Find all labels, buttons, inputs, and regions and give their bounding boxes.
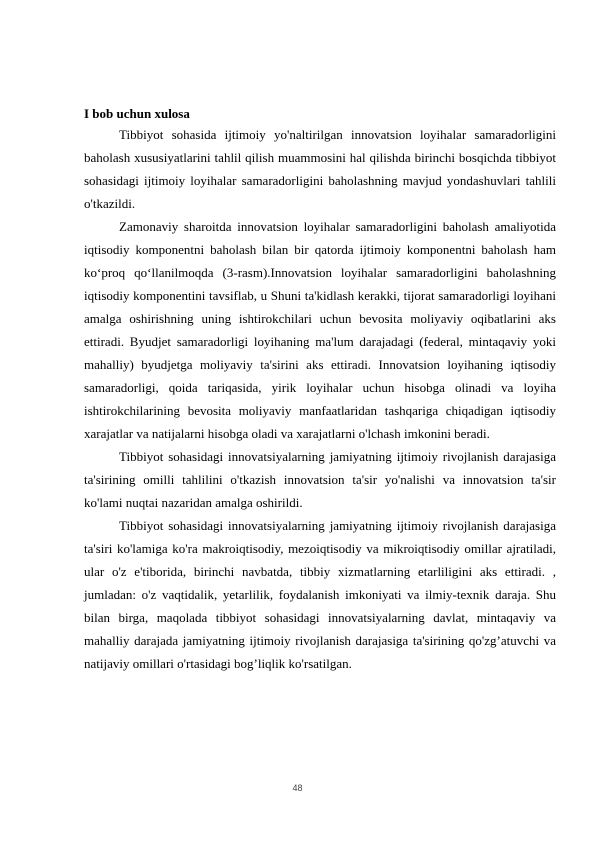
paragraph-2: Zamonaviy sharoitda innovatsion loyihalar samaradorligini baholash amaliyotida iqtisodiy komponentni baholash bilan bir qatorda ijtimoiy komponentni baholash ham ko‘proq qo‘llanilmoqda (3-rasm).Innovatsion loyihalar samaradorligini baholashning iqtisodiy komponentini tavsiflab, u Shuni ta'kidlash kerakki, tijorat samaradorligi loyihani amalga oshirishning uning ishtirokchilari uchun bevosita moliyaviy oqibatlarini aks ettiradi. Byudjet samaradorligi loyihaning ma'lum darajadagi (federal, mintaqaviy yoki mahalliy) byudjetga moliyaviy ta'sirini aks ettiradi. Innovatsion loyihaning iqtisodiy samaradorligi, qoida tariqasida, yirik loyihalar uchun hisobga olinadi va loyiha ishtirokchilarining bevosita moliyaviy manfaatlaridan tashqariga chiqadigan iqtisodiy xarajatlar va natijalarni hisobga oladi va xarajatlarni o'lchash imkonini beradi.: [84, 219, 556, 441]
page-number: 48: [292, 783, 303, 793]
section-heading: I bob uchun xulosa: [84, 106, 190, 121]
paragraph-3: Tibbiyot sohasidagi innovatsiyalarning jamiyatning ijtimoiy rivojlanish darajasiga ta'sirining omilli tahlilini o'tkazish innovatsion ta'sir yo'nalishi va innovatsion ta'sir ko'lami nuqtai nazaridan amalga oshirildi.: [84, 449, 556, 510]
document-page: [84, 104, 556, 675]
paragraph-1: Tibbiyot sohasida ijtimoiy yo'naltirilgan innovatsion loyihalar samaradorligini baholash xususiyatlarini tahlil qilish muammosini hal qilishda birinchi bosqichda tibbiyot sohasidagi ijtimoiy loyihalar samaradorligini baholashning mavjud yondashuvlari tahlili o'tkazildi.: [84, 127, 556, 211]
paragraph-4: Tibbiyot sohasidagi innovatsiyalarning jamiyatning ijtimoiy rivojlanish darajasiga ta'siri ko'lamiga ko'ra makroiqtisodiy, mezoiqtisodiy va mikroiqtisodiy omillar ajratiladi, ular o'z e'tiborida, birinchi navbatda, tibbiy xizmatlarning etarliligini aks ettiradi. , jumladan: o'z vaqtidalik, yetarlilik, foydalanish imkoniyati va ilmiy-texnik daraja. Shu bilan birga, maqolada tibbiyot sohasidagi innovatsiyalarning davlat, mintaqaviy va mahalliy darajada jamiyatning ijtimoiy rivojlanish darajasiga ta'sirining qo'zg’atuvchi va natijaviy omillari o'rtasidagi bog’liqlik ko'rsatilgan.: [84, 518, 556, 671]
